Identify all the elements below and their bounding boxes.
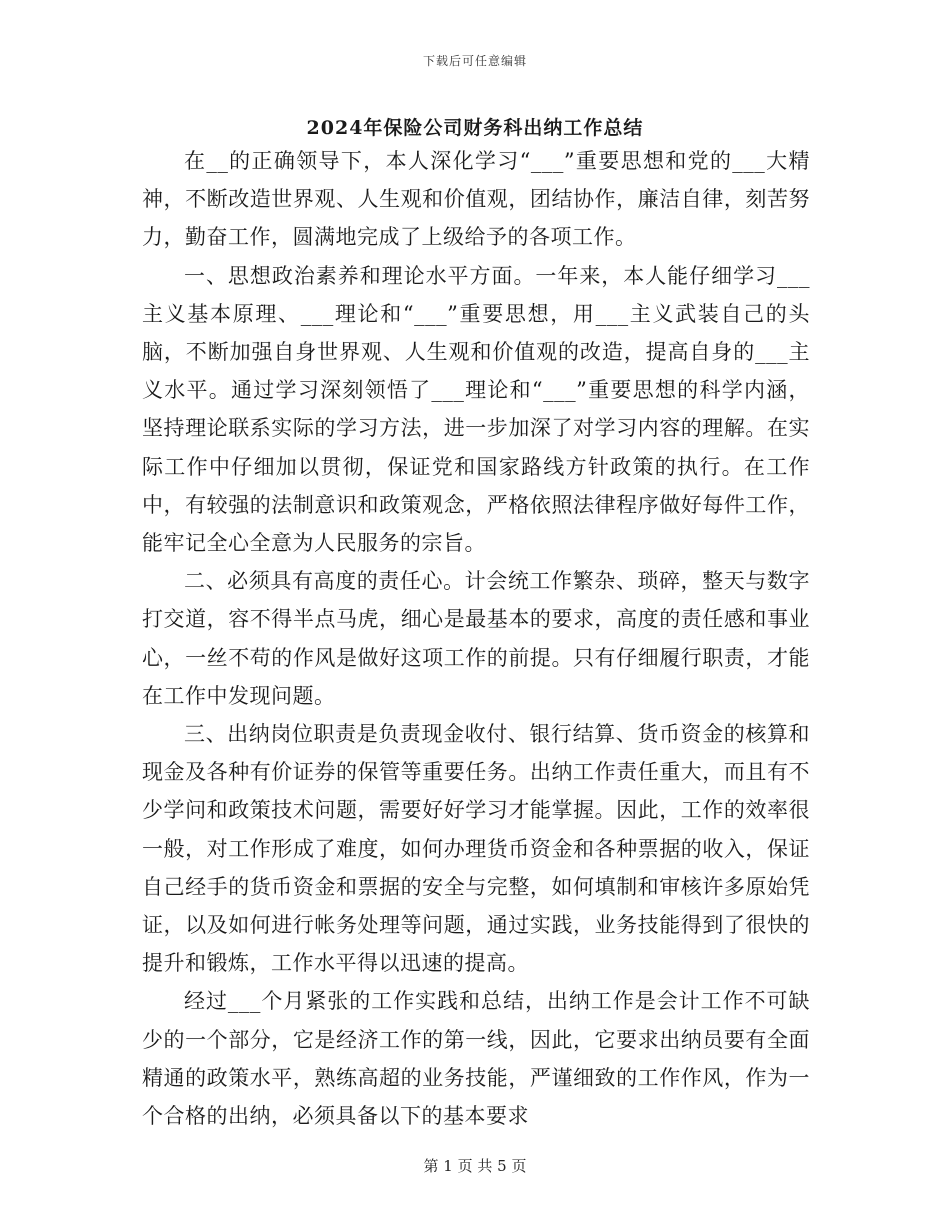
paragraph-section-3: 三、出纳岗位职责是负责现金收付、银行结算、货币资金的核算和现金及各种有价证券的保管等重要任务。出纳工作责任重大，而且有不少学问和政策技术问题，需要好好学习才能掌握。因此，工作的效率很一般，对工作形成了难度，如何办理货币资金和各种票据的收入，保证自己经手的货币资金和票据的安全与完整，如何填制和审核许多原始凭证，以及如何进行帐务处理等问题，通过实践，业务技能得到了很快的提升和锻炼，工作水平得以迅速的提高。 xyxy=(142,722,810,976)
paragraph-intro: 在__的正确领导下，本人深化学习“___”重要思想和党的___大精神，不断改造世界观、人生观和价值观，团结协作，廉洁自律，刻苦努力，勤奋工作，圆满地完成了上级给予的各项工作。 xyxy=(142,149,810,250)
paragraph-section-1: 一、思想政治素养和理论水平方面。一年来，本人能仔细学习___主义基本原理、___理论和“___”重要思想，用___主义武装自己的头脑，不断加强自身世界观、人生观和价值观的改造，提高自身的___主义水平。通过学习深刻领悟了___理论和“___”重要思想的科学内涵，坚持理论联系实际的学习方法，进一步加深了对学习内容的理解。在实际工作中仔细加以贯彻，保证党和国家路线方针政策的执行。在工作中，有较强的法制意识和政策观念，严格依照法律程序做好每件工作，能牢记全心全意为人民服务的宗旨。 xyxy=(142,263,810,556)
document-title: 2024年保险公司财务科出纳工作总结 xyxy=(306,117,644,139)
document-body xyxy=(142,142,810,1135)
page-header-note: 下载后可任意编辑 xyxy=(422,54,527,68)
page-number-footer: 第 1 页 共 5 页 xyxy=(423,1157,527,1175)
paragraph-conclusion: 经过___个月紧张的工作实践和总结，出纳工作是会计工作不可缺少的一个部分，它是经济工作的第一线，因此，它要求出纳员要有全面精通的政策水平，熟练高超的业务技能，严谨细致的工作作风，作为一个合格的出纳，必须具备以下的基本要求 xyxy=(142,989,810,1129)
paragraph-section-2: 二、必须具有高度的责任心。计会统工作繁杂、琐碎，整天与数字打交道，容不得半点马虎，细心是最基本的要求，高度的责任感和事业心，一丝不苟的作风是做好这项工作的前提。只有仔细履行职责，才能在工作中发现问题。 xyxy=(142,569,810,708)
